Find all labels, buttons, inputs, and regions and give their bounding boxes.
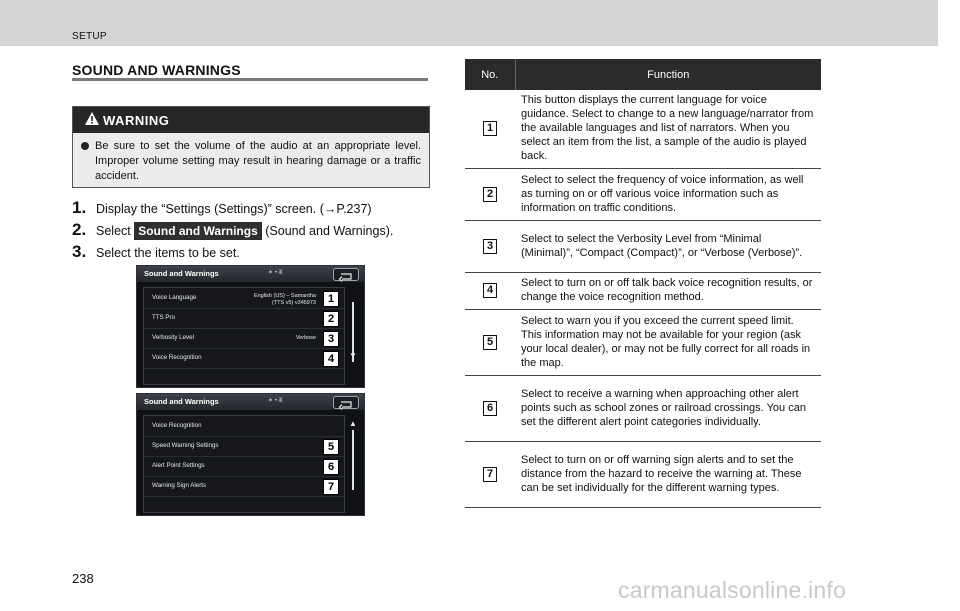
section-rule [72,78,428,81]
list-item-value: Verbose [295,335,316,341]
screen-sound-and-warnings-2 [136,393,365,516]
warning-box [72,106,430,188]
callout-badge: 2 [323,311,339,327]
column-header-function: Function [515,59,821,90]
step-number: 3. [72,242,87,261]
step-number: 1. [72,198,87,217]
page-header [0,0,938,46]
scroll-down-icon[interactable]: ▼ [349,351,357,360]
column-header-no: No. [465,59,515,90]
function-cell: Select to turn on or off talk back voice recognition results, or change the voice recognition method. [515,272,821,309]
step-3 [72,242,240,262]
row-number-cell [465,272,515,309]
table-row [465,90,821,168]
callout-badge: 1 [323,291,339,307]
function-cell: Select to select the Verbosity Level from “Minimal (Minimal)”, “Compact (Compact)”, or “Verbose (Verbose)”. [515,220,821,272]
function-cell: Select to turn on or off warning sign alerts and to set the distance from the hazard to receive the warning at. These can be set individually for the different warning types. [515,441,821,507]
warning-triangle-icon [84,111,100,131]
table-header-row [465,59,821,90]
list-item-label: Alert Point Settings [152,462,205,469]
row-number-cell [465,309,515,375]
row-number-cell [465,441,515,507]
callout-badge: 6 [323,459,339,475]
back-arrow-icon [334,399,358,410]
number-box: 4 [483,283,497,298]
section-label: SETUP [72,31,107,42]
warning-body [73,133,429,184]
section-title: SOUND AND WARNINGS [72,62,241,78]
number-box: 3 [483,239,497,254]
table-row [465,272,821,309]
list-item-tts-pro[interactable] [144,308,344,329]
function-cell: Select to receive a warning when approaching other alert points such as school zones or railroad crossings. You can set the different alert point categories individually. [515,375,821,441]
settings-list [143,415,345,513]
list-item-alert-point-settings[interactable] [144,456,344,477]
step-text: Display the “Settings (Settings)” screen. (→P.237) [96,202,372,216]
callout-badge: 3 [323,331,339,347]
number-box: 7 [483,467,497,482]
number-box: 2 [483,187,497,202]
back-arrow-icon [334,271,358,282]
warning-header [73,107,429,133]
table-row [465,309,821,375]
settings-list [143,287,345,385]
row-number-cell [465,168,515,220]
sound-and-warnings-key: Sound and Warnings [134,222,262,240]
step-number: 2. [72,220,87,239]
callout-badge: 7 [323,479,339,495]
list-item-label: TTS Pro [152,314,176,321]
callout-badge: 5 [323,439,339,455]
list-item-label: Verbosity Level [152,334,194,341]
row-number-cell [465,375,515,441]
list-item-label: Speed Warning Settings [152,442,219,449]
function-cell: Select to warn you if you exceed the current speed limit. This information may not be available for your region (ask your local dealer), or may not be fully correct for all roads in the map. [515,309,821,375]
scrollbar[interactable] [349,418,357,506]
function-table [465,59,821,508]
step-1 [72,198,372,218]
scroll-up-icon[interactable]: ▲ [349,419,357,428]
warning-label: WARNING [103,113,170,128]
row-number-cell [465,90,515,168]
page-edge [938,0,960,611]
screen-sound-and-warnings-1 [136,265,365,388]
table-row [465,168,821,220]
back-button[interactable] [333,268,359,281]
list-item-voice-recognition[interactable] [144,348,344,369]
status-icons: ✶ • ill [268,398,283,404]
step-text: Select the items to be set. [96,246,240,260]
table-row [465,375,821,441]
row-number-cell [465,220,515,272]
list-item-speed-warning-settings[interactable] [144,436,344,457]
screen-title: Sound and Warnings [144,269,219,278]
number-box: 1 [483,121,497,136]
list-item-voice-recognition[interactable] [144,416,344,437]
list-item-voice-language[interactable] [144,288,344,309]
list-item-label: Voice Recognition [152,354,202,361]
function-cell: Select to select the frequency of voice information, as well as turning on or off various voice information such as information on traffic conditions. [515,168,821,220]
list-item-label: Warning Sign Alerts [152,482,207,489]
step-text: Select [96,224,135,238]
step-text: (Sound and Warnings). [261,224,394,238]
back-button[interactable] [333,396,359,409]
function-cell: This button displays the current language for voice guidance. Select to change to a new language/narrator from the available languages and list of narrators. When you select an item from the list, a sample of the audio is played back. [515,90,821,168]
list-item-label: Voice Recognition [152,422,202,429]
list-item-verbosity-level[interactable] [144,328,344,349]
screen-title: Sound and Warnings [144,397,219,406]
page-number: 238 [72,571,94,586]
number-box: 6 [483,401,497,416]
status-icons: ✶ • ill [268,270,283,276]
scroll-track [352,430,354,490]
list-item-warning-sign-alerts[interactable] [144,476,344,497]
table-row [465,441,821,507]
number-box: 5 [483,335,497,350]
callout-badge: 4 [323,351,339,367]
table-row [465,220,821,272]
watermark: carmanualsonline.info [618,577,846,603]
bullet-icon [81,142,89,150]
warning-text: Be sure to set the volume of the audio at an appropriate level. Improper volume setting may result in hearing damage or a traffic accident. [95,140,421,182]
list-item-label: Voice Language [152,294,197,301]
step-2 [72,220,393,240]
list-item-value: English (US) – Samantha (TTS v5) v345973 [253,293,316,306]
scrollbar[interactable] [349,290,357,378]
